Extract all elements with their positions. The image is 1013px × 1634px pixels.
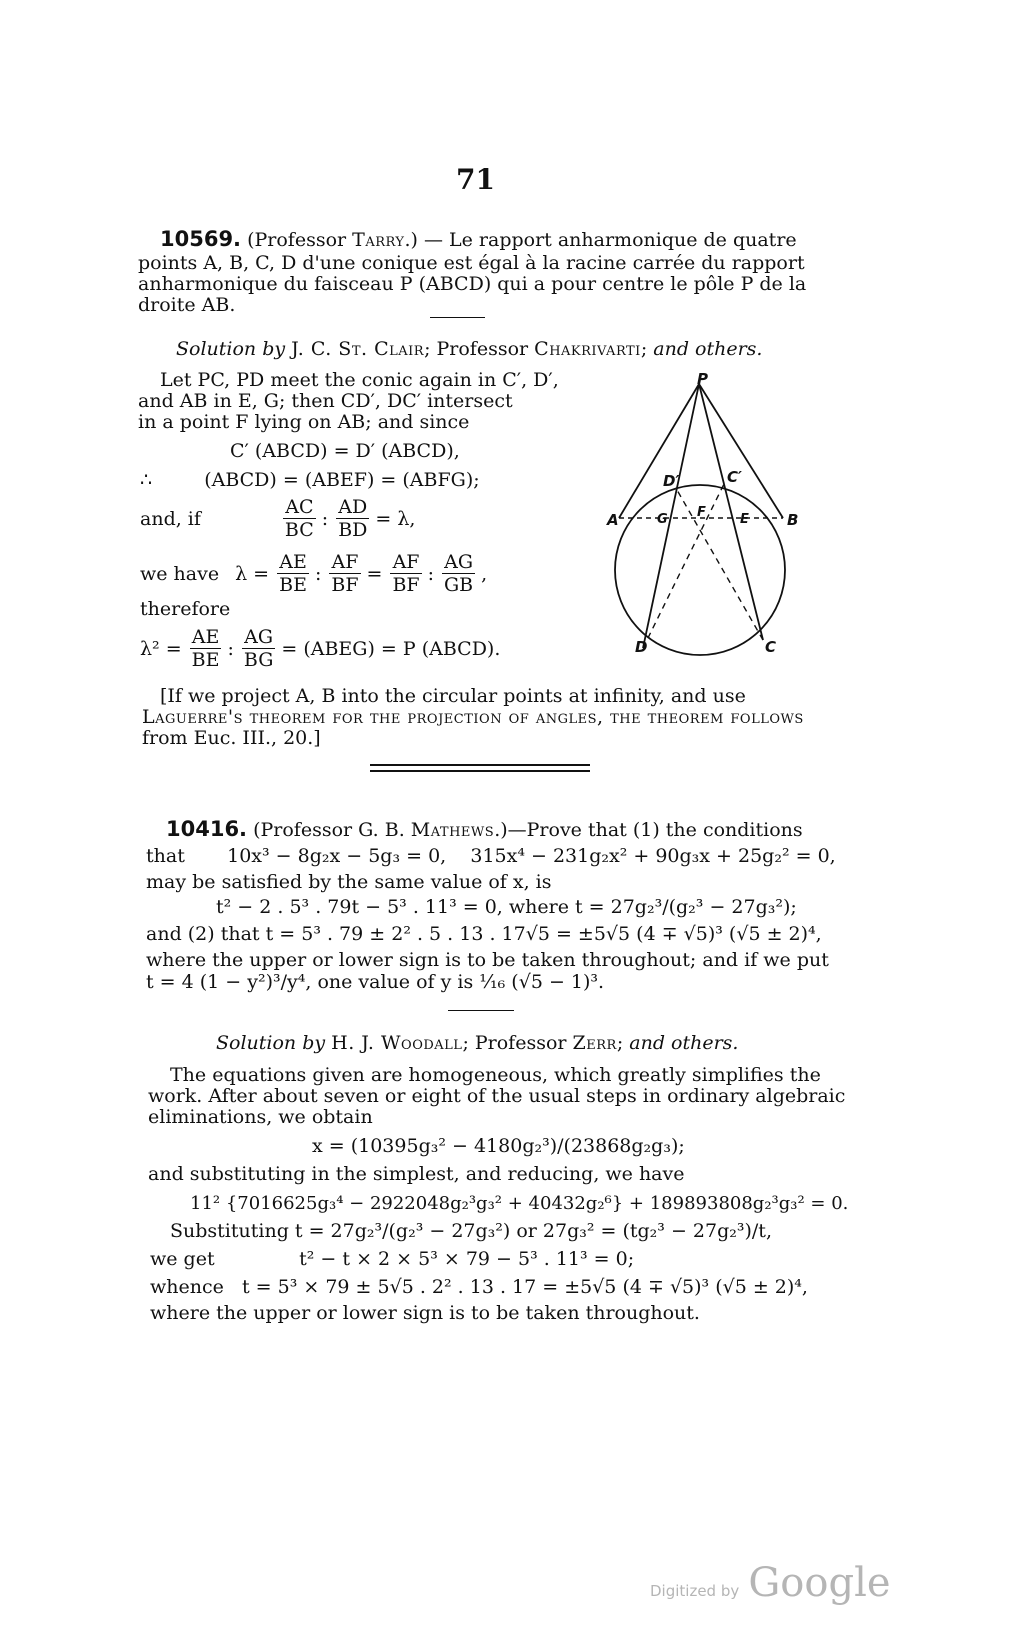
ratio-colon: : xyxy=(227,637,234,660)
numerator: AC xyxy=(283,496,316,519)
separator: ; xyxy=(616,1032,630,1054)
numerator: AF xyxy=(329,551,360,574)
problem-10416-line-1: that 10x³ − 8g₂x − 5g₃ = 0, 315x⁴ − 231g₂x² + 90g₃x + 25g₂² = 0, xyxy=(146,845,836,867)
problem-10569-line-1: points A, B, C, D d'une conique est égal à la racine carrée du rapport xyxy=(138,252,805,274)
line-p-d xyxy=(643,384,699,648)
solution-2-line-1: The equations given are homogeneous, which greatly simplifies the xyxy=(170,1064,821,1086)
denominator: BF xyxy=(392,574,420,596)
equation-2-row xyxy=(140,469,480,491)
note-line-1: [If we project A, B into the circular points at infinity, and use xyxy=(160,685,746,707)
solution-1-heading xyxy=(176,338,762,360)
fraction-ad-bd xyxy=(336,496,369,541)
solution-2-line-7: Substituting t = 27g₂³/(g₂³ − 27g₃²) or 27g₃² = (tg₂³ − 27g₂³)/t, xyxy=(170,1220,772,1242)
solution-by: Solution by xyxy=(176,338,286,360)
problem-10416-line-6: t = 4 (1 − y²)³/y⁴, one value of y is ¹⁄₁₆ (√5 − 1)³. xyxy=(146,971,605,993)
equation-2: (ABCD) = (ABEF) = (ABFG); xyxy=(204,469,480,491)
proposer-name: Tarry xyxy=(352,229,405,251)
label-d-prime: D′ xyxy=(663,472,680,490)
label-c: C xyxy=(765,638,777,656)
label-g: G xyxy=(657,512,668,527)
double-divider-top xyxy=(370,764,590,766)
proposer-post: .)—Prove that (1) the conditions xyxy=(494,819,803,841)
fraction-ag-gb xyxy=(442,551,475,596)
fraction-ag-bg xyxy=(242,626,276,671)
numerator: AE xyxy=(190,626,222,649)
equation-1: C′ (ABCD) = D′ (ABCD), xyxy=(230,440,460,462)
problem-number: 10416. xyxy=(166,817,248,841)
problem-10416-line-2: may be satisfied by the same value of x, is xyxy=(146,871,552,893)
and-others: and others. xyxy=(629,1032,739,1054)
proposer-post: .) — Le rapport anharmonique de quatre xyxy=(404,229,797,251)
problem-10416-heading xyxy=(166,818,803,841)
solution-2-line-8: we get t² − t × 2 × 5³ × 79 − 5³ . 11³ = 0; xyxy=(150,1248,635,1270)
numerator: AG xyxy=(442,551,475,574)
proposer-pre: (Professor G. B. xyxy=(253,819,411,841)
and-if-label: and, if xyxy=(140,507,201,530)
separator: ; Professor xyxy=(424,338,535,360)
note-line-2-text: Laguerre's theorem for the projection of angles, the theorem follows xyxy=(142,706,804,728)
separator: ; xyxy=(640,338,654,360)
numerator: AD xyxy=(336,496,369,519)
problem-10416-line-3: t² − 2 . 5³ . 79t − 5³ . 11³ = 0, where t = 27g₂³/(g₂³ − 27g₃²); xyxy=(216,896,797,918)
page-number: 71 xyxy=(456,163,495,196)
numerator: AF xyxy=(390,551,421,574)
denominator: BD xyxy=(338,519,368,541)
fraction-ac-bc xyxy=(283,496,316,541)
equation-3-row xyxy=(140,496,421,541)
equation-4-row xyxy=(140,551,493,596)
ratio-colon: : xyxy=(314,562,322,585)
conic-figure xyxy=(605,370,820,670)
equation-5-tail: = (ABEG) = P (ABCD). xyxy=(281,637,501,660)
label-a: A xyxy=(607,511,619,529)
solution-1-line-1: Let PC, PD meet the conic again in C′, D′, xyxy=(160,369,559,391)
problem-number: 10569. xyxy=(160,227,242,251)
fraction-af-bf-2 xyxy=(390,551,421,596)
solution-2-line-2: work. After about seven or eight of the usual steps in ordinary algebraic xyxy=(148,1085,846,1107)
ratio-colon: : xyxy=(321,507,329,530)
and-others: and others. xyxy=(653,338,763,360)
solution-2-line-6: 11² {7016625g₃⁴ − 2922048g₂³g₃² + 40432g₂⁶} + 189893808g₂³g₃² = 0. xyxy=(190,1193,849,1214)
we-have-label: we have xyxy=(140,562,220,585)
line-p-a xyxy=(619,384,699,518)
line-d-cprime xyxy=(643,482,725,648)
problem-10416-line-4: and (2) that t = 5³ . 79 ± 2² . 5 . 13 . 17√5 = ±5√5 (4 ∓ √5)³ (√5 ± 2)⁴, xyxy=(146,923,822,945)
fraction-ae-be-2 xyxy=(190,626,222,671)
solution-by: Solution by xyxy=(216,1032,326,1054)
solver-name-1: H. J. Woodall xyxy=(331,1032,463,1054)
label-f: F xyxy=(697,505,706,520)
denominator: BE xyxy=(191,649,220,671)
solution-2-line-3: eliminations, we obtain xyxy=(148,1106,373,1128)
line-p-c xyxy=(699,384,763,640)
solution-2-line-5: and substituting in the simplest, and reducing, we have xyxy=(148,1163,685,1185)
digitized-by-text: Digitized by xyxy=(650,1582,740,1600)
google-logo-text: Google xyxy=(748,1560,891,1606)
short-divider xyxy=(430,317,485,318)
solver-name-2: Zerr xyxy=(572,1032,617,1054)
solution-1-line-3: in a point F lying on AB; and since xyxy=(138,411,470,433)
proposer-pre: (Professor xyxy=(247,229,353,251)
denominator: BC xyxy=(284,519,314,541)
solution-2-heading xyxy=(216,1032,738,1054)
problem-10416-line-5: where the upper or lower sign is to be taken throughout; and if we put xyxy=(146,949,829,971)
label-p: P xyxy=(697,370,708,388)
problem-10569-heading xyxy=(160,228,797,251)
proposer-name: Mathews xyxy=(410,819,495,841)
problem-10569-line-3: droite AB. xyxy=(138,294,236,316)
solver-name-2: Chakrivarti xyxy=(534,338,641,360)
solution-2-line-9: whence t = 5³ × 79 ± 5√5 . 2² . 13 . 17 = ±5√5 (4 ∓ √5)³ (√5 ± 2)⁴, xyxy=(150,1276,808,1298)
denominator: BF xyxy=(331,574,359,596)
google-watermark xyxy=(650,1560,891,1606)
therefore-label: therefore xyxy=(140,598,231,620)
separator: ; Professor xyxy=(462,1032,573,1054)
numerator: AE xyxy=(277,551,309,574)
solution-2-line-4: x = (10395g₃² − 4180g₂³)/(23868g₂g₃); xyxy=(312,1135,685,1157)
problem-10569-line-2: anharmonique du faisceau P (ABCD) qui a pour centre le pôle P de la xyxy=(138,273,807,295)
equation-5-row xyxy=(140,626,506,671)
equals-sign: = xyxy=(366,562,383,585)
label-c-prime: C′ xyxy=(727,468,742,486)
lambda-squared-equals: λ² = xyxy=(140,637,182,660)
note-line-2 xyxy=(142,706,804,728)
solution-2-line-10: where the upper or lower sign is to be taken throughout. xyxy=(150,1302,700,1324)
lambda-equals: λ = xyxy=(235,562,270,585)
double-divider-bottom xyxy=(370,770,590,772)
fraction-af-bf xyxy=(329,551,360,596)
line-c-dprime xyxy=(677,490,763,640)
therefore-symbol: ∴ xyxy=(140,469,153,491)
solver-name-1: J. C. St. Clair xyxy=(291,338,425,360)
solution-1-line-2: and AB in E, G; then CD′, DC′ intersect xyxy=(138,390,513,412)
ratio-colon: : xyxy=(427,562,434,585)
label-b: B xyxy=(787,511,799,529)
denominator: GB xyxy=(444,574,474,596)
denominator: BG xyxy=(243,649,274,671)
label-e: E xyxy=(740,512,749,527)
equals-lambda: = λ, xyxy=(375,507,416,530)
short-divider-2 xyxy=(448,1010,514,1011)
numerator: AG xyxy=(242,626,276,649)
note-line-3: from Euc. III., 20.] xyxy=(142,727,321,749)
line-p-b xyxy=(699,384,783,518)
fraction-ae-be xyxy=(277,551,309,596)
label-d: D xyxy=(635,638,648,656)
denominator: BE xyxy=(279,574,307,596)
comma: , xyxy=(481,562,488,585)
